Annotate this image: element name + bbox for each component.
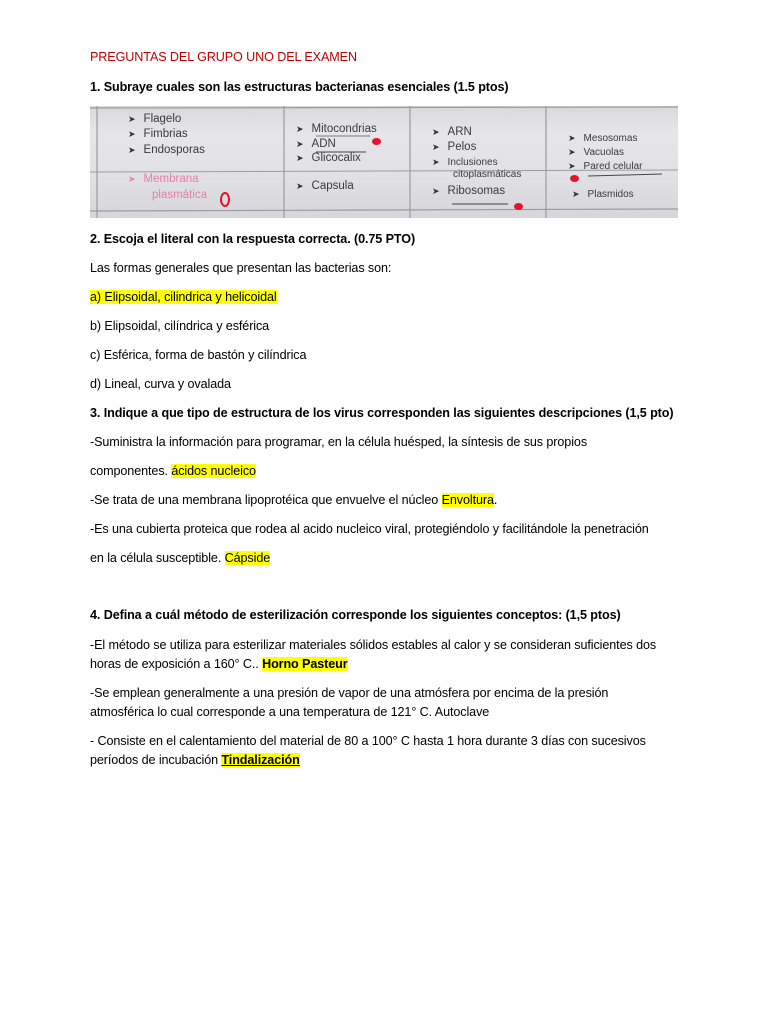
- cell-arn: ➤ ARN: [432, 126, 472, 138]
- option-a: a) Elipsoidal, cilindrica y helicoidal: [90, 290, 277, 304]
- q4-concept-1-line1: -El método se utiliza para esterilizar materiales sólidos estables al calor y se consideran suficientes dos: [90, 638, 657, 652]
- option-d: d) Lineal, curva y ovalada: [90, 377, 231, 391]
- cell-citoplasmaticas: citoplasmáticas: [453, 169, 522, 180]
- cell-pared-celular: ➤ Pared celular: [568, 161, 643, 172]
- cell-mitocondrias: ➤ Mitocondrias: [296, 123, 377, 135]
- q3-description-3-line2: en la célula susceptible. Cápside: [90, 551, 271, 565]
- cell-ribosomas: ➤ Ribosomas: [432, 185, 506, 197]
- cell-pelos: ➤ Pelos: [432, 141, 477, 153]
- red-mark-membrana: [220, 192, 230, 207]
- answer-horno-pasteur: Horno Pasteur: [262, 657, 348, 671]
- question-2: 2. Escoja el literal con la respuesta correcta. (0.75 PTO): [90, 232, 416, 246]
- cell-glicocalix: ➤ Glicocalix: [296, 152, 361, 164]
- q4-concept-3-line2: períodos de incubación Tindalización: [90, 753, 300, 767]
- q4-concept-3-line1: - Consiste en el calentamiento del material de 80 a 100° C hasta 1 hora durante 3 días con sucesivos: [90, 734, 646, 748]
- q3-description-1-line2: componentes. ácidos nucleico: [90, 464, 256, 478]
- q4-concept-1-line2: horas de exposición a 160° C.. Horno Pasteur: [90, 657, 348, 671]
- cell-inclusiones: ➤ Inclusiones: [432, 157, 498, 168]
- red-mark-adn: [372, 138, 381, 145]
- cell-plasmidos: ➤ Plasmidos: [572, 189, 634, 200]
- answer-envoltura: Envoltura: [441, 493, 494, 507]
- red-mark-ribosomas: [514, 203, 523, 210]
- cell-fimbrias: ➤ Fimbrias: [128, 128, 188, 140]
- question-3: 3. Indique a que tipo de estructura de los virus corresponden las siguientes descripciones (1,5 pto): [90, 406, 674, 420]
- q3-description-2: -Se trata de una membrana lipoprotéica que envuelve el núcleo Envoltura.: [90, 493, 498, 507]
- cell-plasmatica: plasmática: [152, 189, 207, 201]
- cell-adn: ➤ ADN: [296, 138, 336, 150]
- answer-tindalizacion: Tindalización: [221, 753, 300, 767]
- cell-capsula: ➤ Capsula: [296, 180, 354, 192]
- question-4: 4. Defina a cuál método de esterilización corresponde los siguientes conceptos: (1,5 ptos): [90, 608, 621, 622]
- cell-mesosomas: ➤ Mesosomas: [568, 133, 638, 144]
- exam-title: PREGUNTAS DEL GRUPO UNO DEL EXAMEN: [90, 50, 357, 64]
- q4-concept-2-line1: -Se emplean generalmente a una presión de vapor de una atmósfera por encima de la presión: [90, 686, 609, 700]
- question-2-prompt: Las formas generales que presentan las bacterias son:: [90, 261, 392, 275]
- answer-capside: Cápside: [224, 551, 271, 565]
- cell-vacuolas: ➤ Vacuolas: [568, 147, 624, 158]
- question-1: 1. Subraye cuales son las estructuras bacterianas esenciales (1.5 ptos): [90, 80, 509, 94]
- structures-table-image: [90, 106, 678, 218]
- option-b: b) Elipsoidal, cilíndrica y esférica: [90, 319, 270, 333]
- option-c: c) Esférica, forma de bastón y cilíndrica: [90, 348, 307, 362]
- q4-concept-2-line2: atmosférica lo cual corresponde a una temperatura de 121° C. Autoclave: [90, 705, 490, 719]
- cell-membrana: ➤ Membrana: [128, 173, 199, 185]
- q3-description-3-line1: -Es una cubierta proteica que rodea al acido nucleico viral, protegiéndolo y facilitándole la penetración: [90, 522, 649, 536]
- red-mark-pared: [570, 175, 579, 182]
- answer-acidos-nucleico: ácidos nucleico: [171, 464, 256, 478]
- q3-description-1-line1: -Suministra la información para programar, en la célula huésped, la síntesis de sus propios: [90, 435, 588, 449]
- cell-flagelo: ➤ Flagelo: [128, 113, 182, 125]
- cell-endosporas: ➤ Endosporas: [128, 144, 205, 156]
